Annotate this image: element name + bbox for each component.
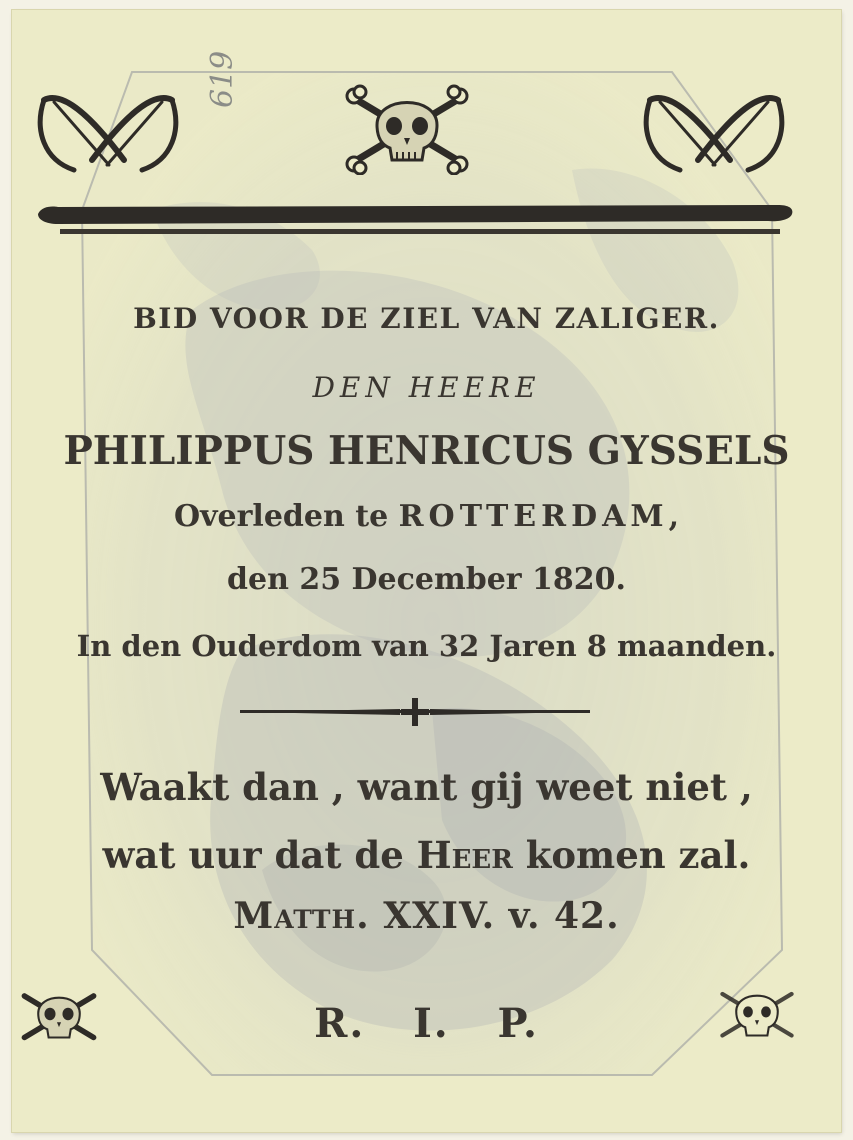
crossed-scythes-icon bbox=[640, 80, 790, 180]
scripture-verse-line-2 bbox=[12, 833, 841, 877]
age-line: In den Ouderdom van 32 Jaren 8 maanden. bbox=[76, 629, 777, 663]
scripture-verse-line-1: Waakt dan , want gij weet niet , bbox=[100, 765, 753, 809]
rip-initials: R. I. P. bbox=[314, 1000, 539, 1047]
memorial-card bbox=[12, 10, 841, 1132]
death-city: ROTTERDAM bbox=[398, 499, 669, 534]
honorific-line: DEN HEERE bbox=[312, 371, 541, 404]
cross-icon bbox=[401, 698, 429, 726]
skull-and-crossbones-icon bbox=[712, 980, 802, 1046]
reference-book: Matth. bbox=[233, 895, 370, 937]
top-double-rule bbox=[38, 200, 798, 240]
prayer-line: BID VOOR DE ZIEL VAN ZALIGER. bbox=[133, 302, 720, 335]
death-suffix: , bbox=[668, 499, 680, 534]
crossed-scythes-icon bbox=[34, 80, 184, 180]
death-date-line: den 25 December 1820. bbox=[227, 562, 626, 597]
ornamental-divider bbox=[240, 696, 590, 728]
reference-chapter-verse: XXIV. v. 42. bbox=[369, 895, 620, 937]
deceased-name: PHILIPPUS HENRICUS GYSSELS bbox=[63, 428, 790, 474]
skull-and-crossbones-icon bbox=[342, 80, 472, 175]
handwritten-inventory-mark: 619 bbox=[205, 50, 240, 108]
verse-2-heer: Heer bbox=[416, 833, 513, 877]
death-prefix: Overleden te bbox=[173, 499, 399, 534]
death-place-line bbox=[12, 499, 841, 534]
scripture-reference bbox=[12, 895, 841, 937]
verse-2-suffix: komen zal. bbox=[512, 833, 751, 877]
verse-2-prefix: wat uur dat de bbox=[102, 833, 417, 877]
